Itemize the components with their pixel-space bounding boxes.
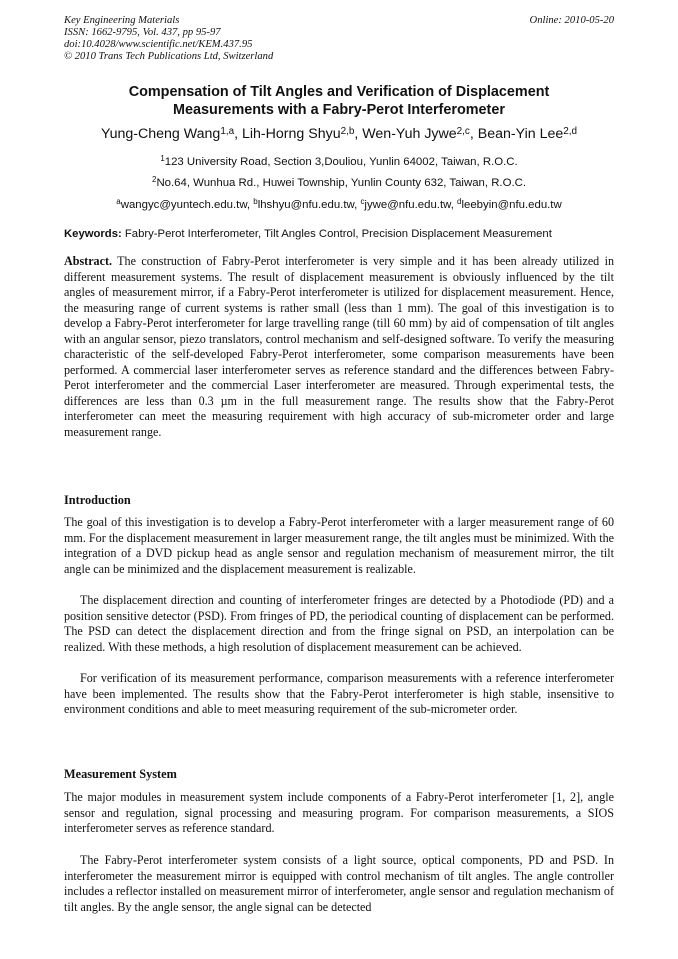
title-line-2: Measurements with a Fabry-Perot Interferometer: [173, 102, 505, 118]
keywords-label: Keywords:: [64, 228, 122, 240]
ms-paragraph-2: The Fabry-Perot interferometer system consists of a light source, optical components, PD and PSD. In interferometer the measurement mirror is equipped with control mechanism of tilt angles. The angle controller includes a reflector installed on measurement mirror of interferometer, angle sensor and regulation mechanism of tilt angles. By the angle sensor, the angle signal can be detected: [64, 853, 614, 914]
section-heading-measurement-system: Measurement System: [64, 767, 177, 781]
intro-paragraph-3: For verification of its measurement performance, comparison measurements with a reference interferometer have been implemented. The results show that the Fabry-Perot interferometer is high stable, insensitive to environment conditions and able to meet measuring requirement of the sub-micrometer order.: [64, 671, 614, 716]
author: Bean-Yin Lee$^{2,d}$: [477, 125, 578, 142]
affiliation-1: $^1$123 University Road, Section 3,Douliou, Yunlin 64002, Taiwan, R.O.C.: [160, 154, 518, 168]
ms-paragraph-1: The major modules in measurement system include components of a Fabry-Perot interferometer [1, 2], angle sensor and regulation, signal processing and measuring program. For comparison measurements, a SIOS interferometer serves as reference standard.: [64, 790, 614, 835]
intro-paragraph-2: The displacement direction and counting of interferometer fringes are detected by a Photodiode (PD) and a position sensitive detector (PSD). From fringes of PD, the periodical counting of displacement can be performed. The PSD can detect the displacement direction and from the fringe signal on PSD, an interpolation can be realized. With these methods, a high resolution of displacement measurement can be achieved.: [64, 593, 614, 654]
journal-name: Key Engineering Materials: [64, 15, 180, 26]
keywords: [64, 227, 614, 241]
issn-line: ISSN: 1662-9795, Vol. 437, pp 95-97: [64, 27, 221, 38]
email-line: $^a$wangyc@yuntech.edu.tw, $^b$lhshyu@nfu.edu.tw, $^c$jywe@nfu.edu.tw, $^d$leebyin@nfu.edu.tw: [116, 197, 562, 211]
title-line-1: Compensation of Tilt Angles and Verification of Displacement: [128, 84, 550, 100]
doi-line: doi:10.4028/www.scientific.net/KEM.437.95: [64, 39, 253, 50]
paper-title: [60, 83, 618, 119]
abstract-label: Abstract.: [64, 254, 113, 268]
author-list: [40, 124, 638, 144]
abstract: [64, 254, 614, 440]
intro-paragraph-1: The goal of this investigation is to develop a Fabry-Perot interferometer with a larger measurement range of 60 mm. For the displacement measurement in larger measurement range, the tilt angles must be minimized. With the integration of a DVD pickup head as angle sensor and regulation mechanism of measurement mirror, the tilt angle can be minimized and the displacement measurement is realizable.: [64, 515, 614, 576]
journal-header: [64, 15, 273, 63]
author: Lih-Horng Shyu$^{2,b}$,: [242, 125, 363, 142]
copyright-line: © 2010 Trans Tech Publications Ltd, Switzerland: [64, 51, 274, 62]
affiliation-2: $^2$No.64, Wunhua Rd., Huwei Township, Yunlin County 632, Taiwan, R.O.C.: [152, 175, 526, 189]
author: Wen-Yuh Jywe$^{2,c}$,: [362, 125, 478, 142]
online-date: Online: 2010-05-20: [529, 15, 614, 26]
section-heading-introduction: Introduction: [64, 493, 131, 507]
author: Yung-Cheng Wang$^{1,a}$,: [100, 125, 242, 142]
abstract-text: The construction of Fabry-Perot interferometer is very simple and it has been already utilized in different measurement systems. The result of displacement measurement is obviously influenced by the tilt angles of measurement mirror, if a Fabry-Perot interferometer is utilized for displacement measurement. Hence, the measuring range of current systems is rather small (less than 1 mm). The goal of this investigation is to develop a Fabry-Perot interferometer for large travelling range (till 60 mm) by aid of compensation of tilt angles with an angular sensor, piezo translators, control mechanism and self-designed software. To verify the measuring characteristic of the self-developed Fabry-Perot interferometer, some comparison measurements have been performed. A commercial laser interferometer serves as reference standard and the differences between Fabry-Perot interferometer and the commercial Laser interferometer are measured. Through experimental tests, the differences are less than 0.3 µm in the full measurement range. The results show that the Fabry-Perot interferometer can meet the measuring requirement with high accuracy of sub-micrometer order and large measurement range.: [64, 254, 614, 439]
keywords-text: Fabry-Perot Interferometer, Tilt Angles Control, Precision Displacement Measurement: [121, 228, 552, 240]
